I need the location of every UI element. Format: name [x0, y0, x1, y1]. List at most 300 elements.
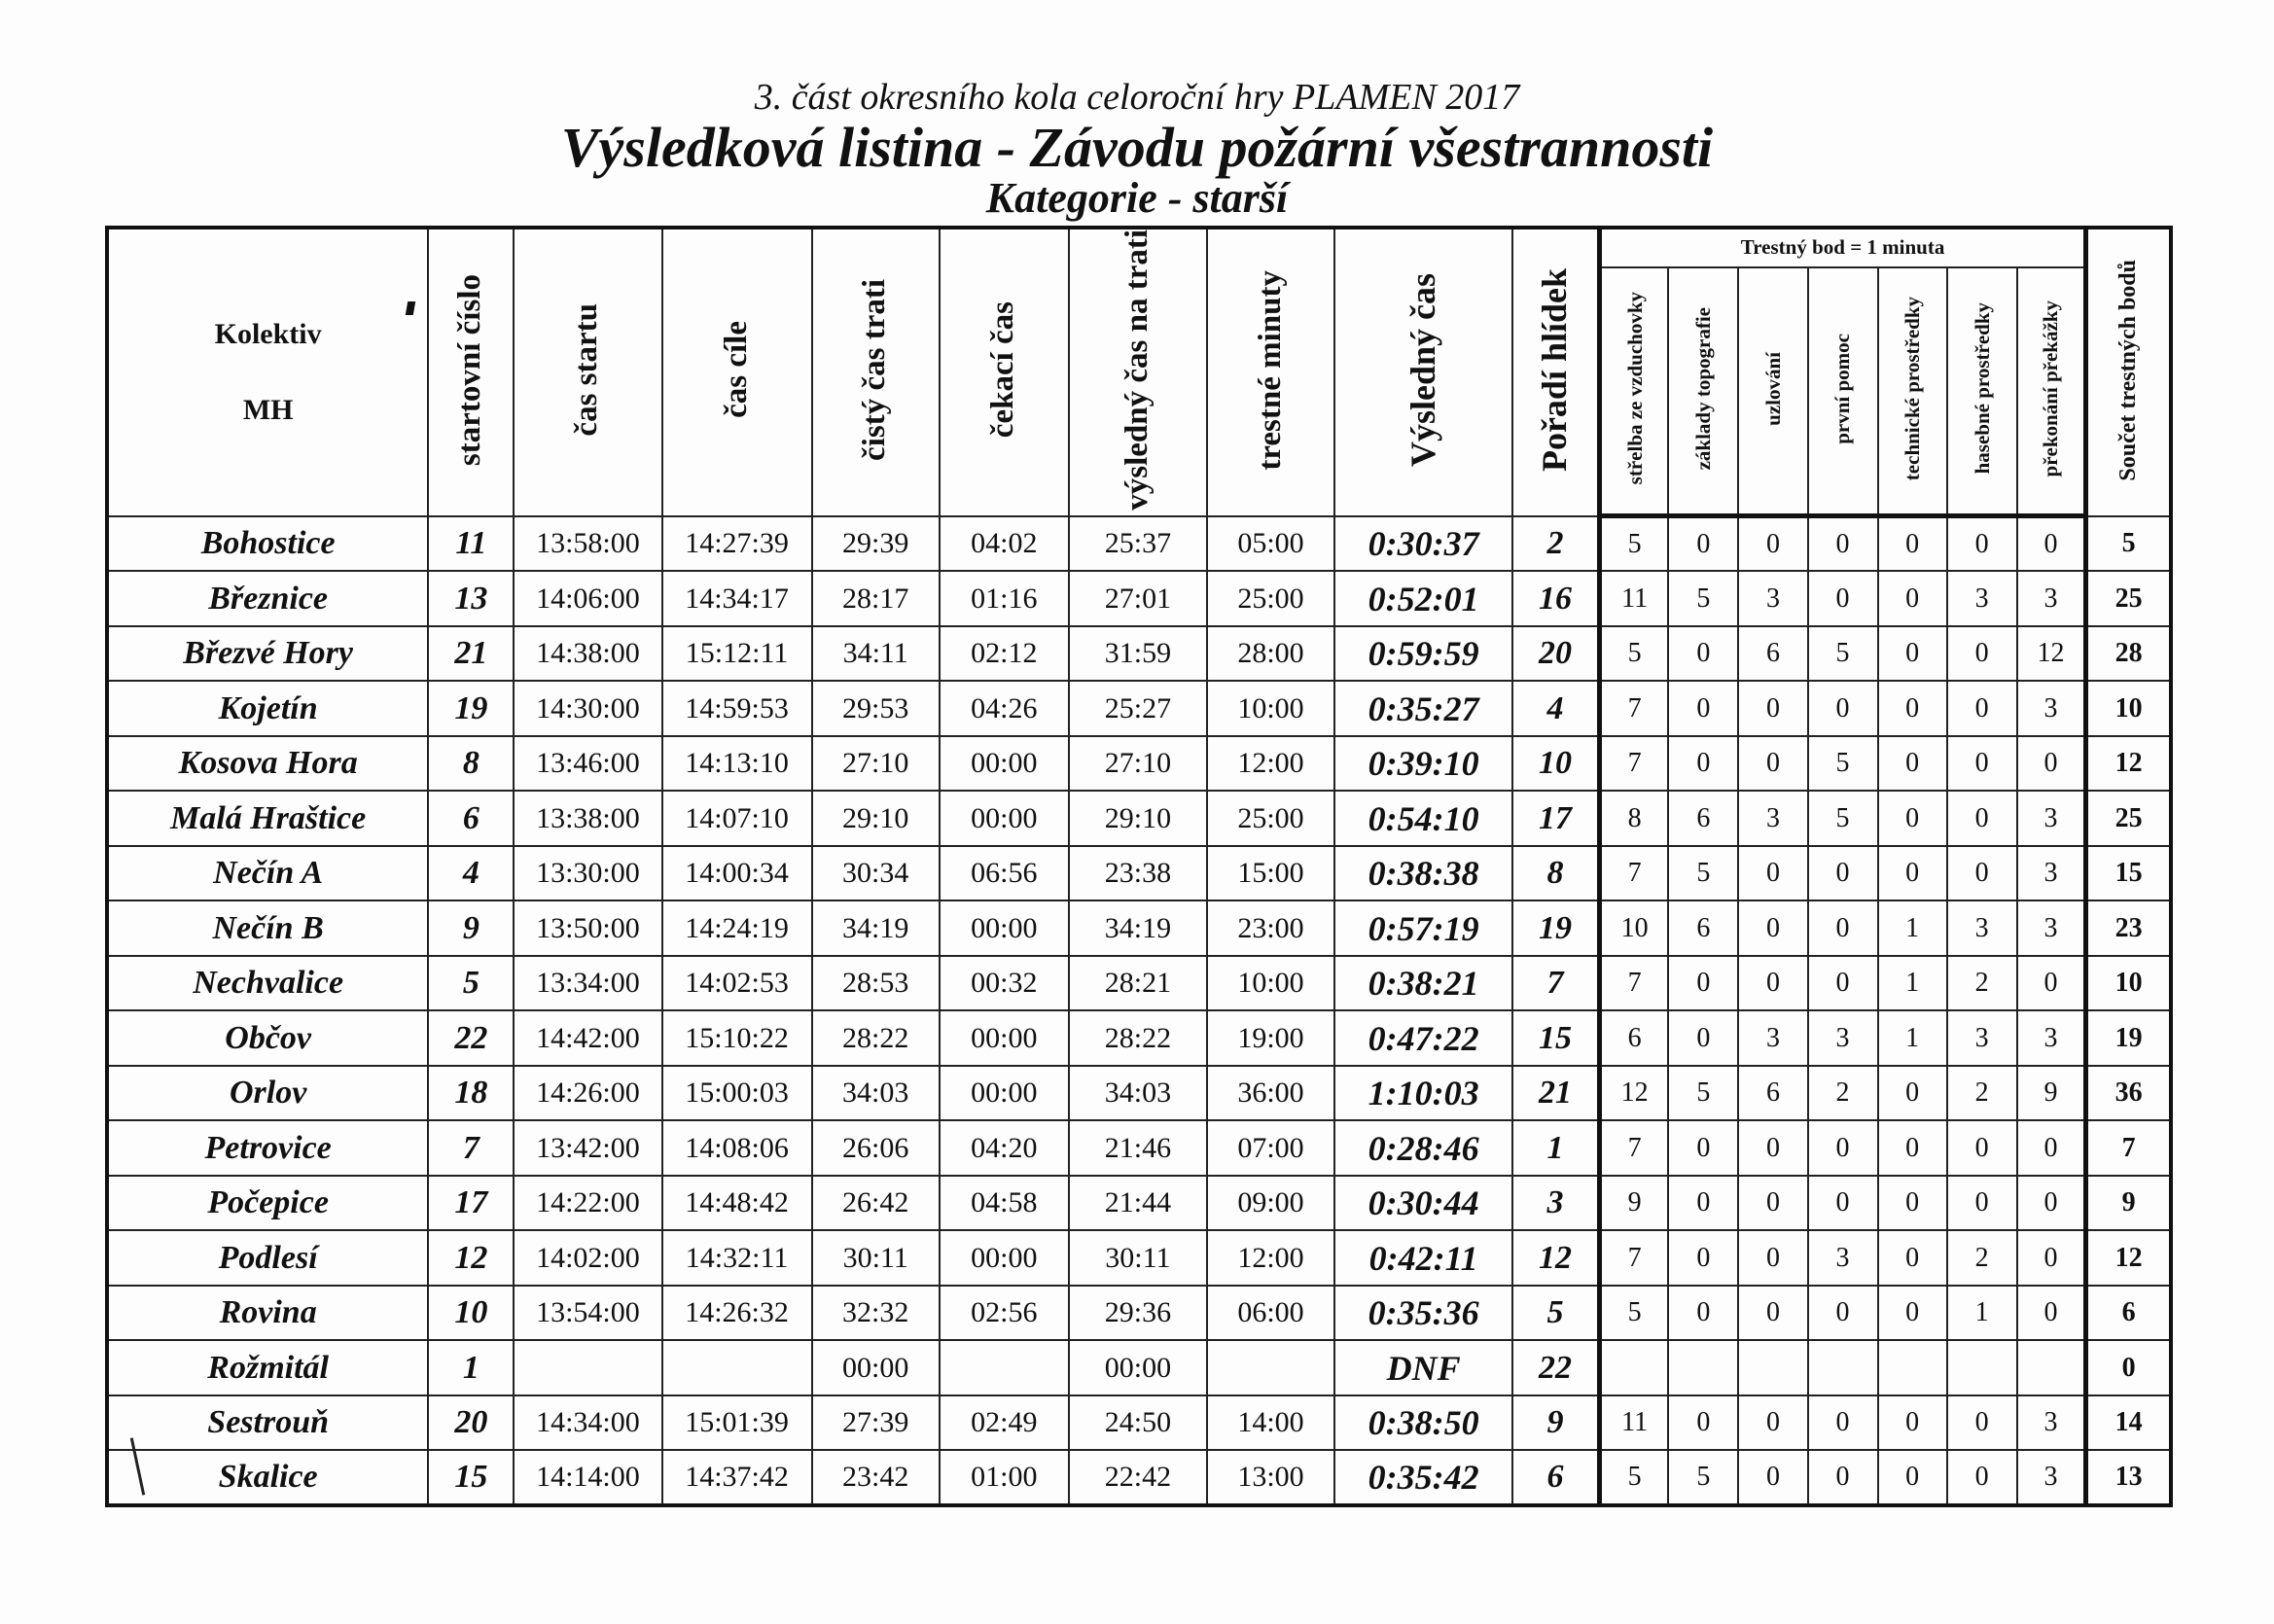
- wait-time: 02:56: [940, 1286, 1069, 1341]
- penalty-minutes: 19:00: [1207, 1010, 1334, 1066]
- penalty-sum: 12: [2086, 1230, 2171, 1286]
- penalty-minutes: 12:00: [1207, 1230, 1334, 1286]
- penalty-points: [1808, 1340, 1878, 1395]
- table-row: [107, 900, 2171, 956]
- penalty-sum: 25: [2086, 571, 2171, 626]
- startovni-cislo-header: startovní číslo: [428, 228, 514, 516]
- finish-time: 15:10:22: [662, 1010, 812, 1066]
- table-row: [107, 956, 2171, 1011]
- penalty-points: 3: [2017, 900, 2086, 956]
- team-name: Nečín B: [107, 900, 428, 956]
- strelba-header: střelba ze vzduchovky: [1599, 267, 1668, 516]
- track-time: 30:11: [1069, 1230, 1207, 1286]
- wait-time: 04:20: [940, 1120, 1069, 1176]
- start-time: 14:30:00: [514, 681, 661, 736]
- start-number: 1: [428, 1340, 514, 1395]
- finish-time: 14:13:10: [662, 736, 812, 792]
- penalty-points: 0: [2017, 1120, 2086, 1176]
- penalty-points: 3: [2017, 571, 2086, 626]
- team-name: Petrovice: [107, 1120, 428, 1176]
- penalty-points: 3: [2017, 791, 2086, 846]
- rank: 2: [1512, 516, 1599, 572]
- penalty-minutes: 36:00: [1207, 1066, 1334, 1121]
- table-row: [107, 1286, 2171, 1341]
- penalty-points: 0: [1738, 1176, 1807, 1231]
- penalty-points: 0: [2017, 516, 2086, 572]
- penalty-points: 0: [1878, 1120, 1947, 1176]
- table-row: [107, 846, 2171, 901]
- penalty-points: 12: [1599, 1066, 1668, 1121]
- wait-time: [940, 1340, 1069, 1395]
- rank: 16: [1512, 571, 1599, 626]
- hasebne-prostredky-header: hasebné prostředky: [1947, 267, 2017, 516]
- penalty-points: 5: [1599, 626, 1668, 682]
- document-subtitle: 3. část okresního kola celoroční hry PLAMEN 2017: [754, 77, 1520, 118]
- clean-time: 34:11: [812, 626, 940, 682]
- penalty-points: 7: [1599, 956, 1668, 1011]
- penalty-points: 3: [2017, 681, 2086, 736]
- rank: 7: [1512, 956, 1599, 1011]
- wait-time: 04:26: [940, 681, 1069, 736]
- topografie-header: základy topografie: [1668, 267, 1738, 516]
- result-time: 0:38:38: [1334, 846, 1512, 901]
- start-number: 4: [428, 846, 514, 901]
- team-name: Rožmitál: [107, 1340, 428, 1395]
- start-time: 13:58:00: [514, 516, 661, 572]
- start-time: 14:22:00: [514, 1176, 661, 1231]
- penalty-points: [1878, 1340, 1947, 1395]
- finish-time: 14:27:39: [662, 516, 812, 572]
- penalty-minutes: [1207, 1340, 1334, 1395]
- clean-time: 30:11: [812, 1230, 940, 1286]
- penalty-sum: 9: [2086, 1176, 2171, 1231]
- result-time: 0:35:36: [1334, 1286, 1512, 1341]
- table-row: [107, 1066, 2171, 1121]
- penalty-points: [1668, 1340, 1738, 1395]
- finish-time: 14:02:53: [662, 956, 812, 1011]
- start-number: 19: [428, 681, 514, 736]
- penalty-points: 0: [1878, 846, 1947, 901]
- table-row: [107, 1450, 2171, 1505]
- result-time: 0:52:01: [1334, 571, 1512, 626]
- start-number: 5: [428, 956, 514, 1011]
- penalty-minutes: 23:00: [1207, 900, 1334, 956]
- penalty-points: 3: [1947, 900, 2017, 956]
- penalty-points: 0: [1668, 681, 1738, 736]
- penalty-points: [2017, 1340, 2086, 1395]
- team-name: Občov: [107, 1010, 428, 1066]
- penalty-sum: 28: [2086, 626, 2171, 682]
- track-time: 34:03: [1069, 1066, 1207, 1121]
- table-row: [107, 1120, 2171, 1176]
- start-number: 13: [428, 571, 514, 626]
- penalty-points: 5: [1599, 516, 1668, 572]
- penalty-points: 1: [1947, 1286, 2017, 1341]
- penalty-sum: 7: [2086, 1120, 2171, 1176]
- result-time: 0:38:50: [1334, 1395, 1512, 1451]
- finish-time: 14:48:42: [662, 1176, 812, 1231]
- rank: 8: [1512, 846, 1599, 901]
- table-row: [107, 681, 2171, 736]
- penalty-minutes: 09:00: [1207, 1176, 1334, 1231]
- penalty-points: 3: [1808, 1010, 1878, 1066]
- team-name: Březnice: [107, 571, 428, 626]
- penalty-points: 1: [1878, 1010, 1947, 1066]
- team-name: Počepice: [107, 1176, 428, 1231]
- penalty-points: 0: [2017, 1286, 2086, 1341]
- penalty-points: 0: [1878, 791, 1947, 846]
- table-row: [107, 516, 2171, 572]
- penalty-points: 0: [1668, 516, 1738, 572]
- penalty-minutes: 14:00: [1207, 1395, 1334, 1451]
- penalty-points: 0: [1808, 1450, 1878, 1505]
- penalty-sum: 12: [2086, 736, 2171, 792]
- penalty-points: 5: [1599, 1450, 1668, 1505]
- rank: 9: [1512, 1395, 1599, 1451]
- penalty-points: 0: [1947, 1176, 2017, 1231]
- wait-time: 02:12: [940, 626, 1069, 682]
- track-time: 21:44: [1069, 1176, 1207, 1231]
- penalty-points: 6: [1738, 1066, 1807, 1121]
- result-time: 0:28:46: [1334, 1120, 1512, 1176]
- penalty-points: 0: [1738, 1450, 1807, 1505]
- result-time: 0:35:27: [1334, 681, 1512, 736]
- wait-time: 04:58: [940, 1176, 1069, 1231]
- penalty-points: 3: [1738, 791, 1807, 846]
- penalty-points: 0: [2017, 736, 2086, 792]
- start-number: 6: [428, 791, 514, 846]
- team-name: Nečín A: [107, 846, 428, 901]
- wait-time: 00:00: [940, 1010, 1069, 1066]
- penalty-points: 0: [1738, 681, 1807, 736]
- penalty-points: 0: [1808, 846, 1878, 901]
- penalty-minutes: 13:00: [1207, 1450, 1334, 1505]
- vysledny-cas-trati-header: výsledný čas na trati: [1069, 228, 1207, 516]
- clean-time: 26:42: [812, 1176, 940, 1231]
- penalty-sum: 15: [2086, 846, 2171, 901]
- table-row: [107, 1010, 2171, 1066]
- result-time: 0:38:21: [1334, 956, 1512, 1011]
- wait-time: 02:49: [940, 1395, 1069, 1451]
- wait-time: 00:32: [940, 956, 1069, 1011]
- penalty-minutes: 10:00: [1207, 956, 1334, 1011]
- penalty-points: 0: [1947, 846, 2017, 901]
- start-time: 14:26:00: [514, 1066, 661, 1121]
- penalty-points: 0: [1947, 1120, 2017, 1176]
- penalty-minutes: 06:00: [1207, 1286, 1334, 1341]
- penalty-points: 0: [1668, 1120, 1738, 1176]
- finish-time: 14:24:19: [662, 900, 812, 956]
- penalty-minutes: 05:00: [1207, 516, 1334, 572]
- penalty-points: 0: [1738, 736, 1807, 792]
- team-name: Nechvalice: [107, 956, 428, 1011]
- clean-time: 29:39: [812, 516, 940, 572]
- clean-time: 28:53: [812, 956, 940, 1011]
- penalty-points: 3: [1947, 571, 2017, 626]
- rank: 21: [1512, 1066, 1599, 1121]
- penalty-points: [1738, 1340, 1807, 1395]
- table-row: [107, 736, 2171, 792]
- cas-startu-header: čas startu: [514, 228, 661, 516]
- result-time: 1:10:03: [1334, 1066, 1512, 1121]
- finish-time: 14:37:42: [662, 1450, 812, 1505]
- penalty-points: 0: [1808, 1120, 1878, 1176]
- clean-time: 34:19: [812, 900, 940, 956]
- penalty-points: 0: [1947, 626, 2017, 682]
- penalty-points: 9: [2017, 1066, 2086, 1121]
- penalty-sum: 0: [2086, 1340, 2171, 1395]
- team-name: Bohostice: [107, 516, 428, 572]
- result-time: 0:54:10: [1334, 791, 1512, 846]
- start-time: 14:34:00: [514, 1395, 661, 1451]
- track-time: 28:21: [1069, 956, 1207, 1011]
- wait-time: 01:16: [940, 571, 1069, 626]
- table-row: [107, 1395, 2171, 1451]
- penalty-points: 5: [1668, 571, 1738, 626]
- penalty-points: 0: [1808, 956, 1878, 1011]
- soucet-header: Součet trestných bodů: [2086, 228, 2171, 516]
- start-time: [514, 1340, 661, 1395]
- track-time: 29:10: [1069, 791, 1207, 846]
- penalty-points: 6: [1668, 900, 1738, 956]
- penalty-points: 0: [1668, 1176, 1738, 1231]
- clean-time: 29:53: [812, 681, 940, 736]
- rank: 17: [1512, 791, 1599, 846]
- penalty-sum: 13: [2086, 1450, 2171, 1505]
- result-time: 0:30:37: [1334, 516, 1512, 572]
- finish-time: 15:00:03: [662, 1066, 812, 1121]
- finish-time: 14:32:11: [662, 1230, 812, 1286]
- clean-time: 30:34: [812, 846, 940, 901]
- start-time: 14:42:00: [514, 1010, 661, 1066]
- penalty-points: 0: [1808, 516, 1878, 572]
- penalty-points: 0: [1668, 1010, 1738, 1066]
- finish-time: 15:12:11: [662, 626, 812, 682]
- penalty-points: 0: [1668, 626, 1738, 682]
- team-name: Kosova Hora: [107, 736, 428, 792]
- penalty-points: 6: [1668, 791, 1738, 846]
- penalty-sum: 6: [2086, 1286, 2171, 1341]
- penalty-points: 0: [1808, 1176, 1878, 1231]
- penalty-points: 0: [2017, 956, 2086, 1011]
- penalty-sum: 5: [2086, 516, 2171, 572]
- start-number: 9: [428, 900, 514, 956]
- result-time: 0:47:22: [1334, 1010, 1512, 1066]
- penalty-points: 3: [2017, 846, 2086, 901]
- penalty-points: 7: [1599, 736, 1668, 792]
- penalty-sum: 14: [2086, 1395, 2171, 1451]
- penalty-points: 0: [1878, 516, 1947, 572]
- penalty-points: 3: [2017, 1395, 2086, 1451]
- start-time: 13:50:00: [514, 900, 661, 956]
- rank: 19: [1512, 900, 1599, 956]
- rank: 22: [1512, 1340, 1599, 1395]
- rank: 20: [1512, 626, 1599, 682]
- penalty-points: 11: [1599, 571, 1668, 626]
- penalty-points: 0: [1808, 1286, 1878, 1341]
- track-time: 23:38: [1069, 846, 1207, 901]
- start-number: 20: [428, 1395, 514, 1451]
- cas-cile-header: čas cíle: [662, 228, 812, 516]
- clean-time: 23:42: [812, 1450, 940, 1505]
- result-time: 0:42:11: [1334, 1230, 1512, 1286]
- wait-time: 00:00: [940, 791, 1069, 846]
- penalty-points: 0: [1738, 1230, 1807, 1286]
- result-time: 0:30:44: [1334, 1176, 1512, 1231]
- wait-time: 06:56: [940, 846, 1069, 901]
- penalty-points: 0: [1808, 900, 1878, 956]
- penalty-points: 3: [1738, 1010, 1807, 1066]
- penalty-points: 0: [1738, 900, 1807, 956]
- cekaci-cas-header: čekací čas: [940, 228, 1069, 516]
- penalty-points: 10: [1599, 900, 1668, 956]
- start-number: 11: [428, 516, 514, 572]
- trestne-minuty-header: trestné minuty: [1207, 228, 1334, 516]
- team-name: Podlesí: [107, 1230, 428, 1286]
- penalty-points: [1599, 1340, 1668, 1395]
- team-name: Malá Hraštice: [107, 791, 428, 846]
- team-name: Březvé Hory: [107, 626, 428, 682]
- start-number: 12: [428, 1230, 514, 1286]
- penalty-points: 3: [2017, 1010, 2086, 1066]
- rank: 4: [1512, 681, 1599, 736]
- track-time: 31:59: [1069, 626, 1207, 682]
- table-row: [107, 1230, 2171, 1286]
- penalty-points: 0: [1668, 1286, 1738, 1341]
- start-number: 17: [428, 1176, 514, 1231]
- result-time: 0:39:10: [1334, 736, 1512, 792]
- start-time: 13:34:00: [514, 956, 661, 1011]
- uzlovani-header: uzlování: [1738, 267, 1807, 516]
- start-time: 13:42:00: [514, 1120, 661, 1176]
- penalty-minutes: 28:00: [1207, 626, 1334, 682]
- penalty-points: 6: [1738, 626, 1807, 682]
- wait-time: 04:02: [940, 516, 1069, 572]
- start-number: 8: [428, 736, 514, 792]
- penalty-points: 0: [2017, 1230, 2086, 1286]
- penalty-minutes: 07:00: [1207, 1120, 1334, 1176]
- penalty-sum: 19: [2086, 1010, 2171, 1066]
- rank: 5: [1512, 1286, 1599, 1341]
- penalty-points: 2: [1947, 1230, 2017, 1286]
- track-time: 25:27: [1069, 681, 1207, 736]
- team-name: Kojetín: [107, 681, 428, 736]
- results-table: [105, 226, 2173, 1507]
- start-number: 15: [428, 1450, 514, 1505]
- penalty-points: 0: [1878, 1450, 1947, 1505]
- penalty-sum: 10: [2086, 956, 2171, 1011]
- penalty-points: 0: [1878, 1176, 1947, 1231]
- rank: 6: [1512, 1450, 1599, 1505]
- penalty-points: 0: [1947, 516, 2017, 572]
- clean-time: 28:22: [812, 1010, 940, 1066]
- start-time: 13:30:00: [514, 846, 661, 901]
- penalty-points: 0: [1738, 516, 1807, 572]
- penalty-points: 9: [1599, 1176, 1668, 1231]
- penalty-points: 7: [1599, 1230, 1668, 1286]
- penalty-points: 3: [1947, 1010, 2017, 1066]
- penalty-points: 0: [1878, 681, 1947, 736]
- team-name: Sestrouň: [107, 1395, 428, 1451]
- start-number: 18: [428, 1066, 514, 1121]
- penalty-points: 0: [1878, 1066, 1947, 1121]
- penalty-points: 0: [1808, 1395, 1878, 1451]
- penalty-points: 0: [1668, 1395, 1738, 1451]
- wait-time: 01:00: [940, 1450, 1069, 1505]
- start-number: 7: [428, 1120, 514, 1176]
- table-row: [107, 571, 2171, 626]
- clean-time: 26:06: [812, 1120, 940, 1176]
- penalty-points: 0: [1947, 681, 2017, 736]
- table-row: [107, 791, 2171, 846]
- penalty-minutes: 15:00: [1207, 846, 1334, 901]
- clean-time: 27:10: [812, 736, 940, 792]
- start-time: 13:38:00: [514, 791, 661, 846]
- penalty-points: 0: [1947, 1450, 2017, 1505]
- start-number: 22: [428, 1010, 514, 1066]
- penalty-points: 0: [1668, 1230, 1738, 1286]
- penalty-points: 0: [1878, 571, 1947, 626]
- result-time: DNF: [1334, 1340, 1512, 1395]
- clean-time: 00:00: [812, 1340, 940, 1395]
- table-row: [107, 1176, 2171, 1231]
- table-row: [107, 1340, 2171, 1395]
- start-time: 13:46:00: [514, 736, 661, 792]
- track-time: 21:46: [1069, 1120, 1207, 1176]
- track-time: 00:00: [1069, 1340, 1207, 1395]
- penalty-points: 12: [2017, 626, 2086, 682]
- finish-time: 14:08:06: [662, 1120, 812, 1176]
- penalty-points: 0: [1878, 1230, 1947, 1286]
- penalty-sum: 25: [2086, 791, 2171, 846]
- penalty-points: 7: [1599, 1120, 1668, 1176]
- category-heading: Kategorie - starší: [985, 174, 1289, 222]
- rank: 15: [1512, 1010, 1599, 1066]
- penalty-points: 0: [1878, 626, 1947, 682]
- table-row: [107, 626, 2171, 682]
- penalty-minutes: 10:00: [1207, 681, 1334, 736]
- start-number: 10: [428, 1286, 514, 1341]
- prekonani-prekazky-header: překonání překážky: [2017, 267, 2086, 516]
- penalty-minutes: 25:00: [1207, 571, 1334, 626]
- track-time: 28:22: [1069, 1010, 1207, 1066]
- rank: 10: [1512, 736, 1599, 792]
- penalty-points: 5: [1808, 626, 1878, 682]
- clean-time: 32:32: [812, 1286, 940, 1341]
- penalty-points: 6: [1599, 1010, 1668, 1066]
- finish-time: [662, 1340, 812, 1395]
- penalty-points: 0: [1878, 736, 1947, 792]
- penalty-points: 0: [1738, 846, 1807, 901]
- penalty-points: 0: [1808, 571, 1878, 626]
- penalty-points: 1: [1878, 900, 1947, 956]
- penalty-points: 5: [1599, 1286, 1668, 1341]
- penalty-points: 5: [1808, 791, 1878, 846]
- start-time: 14:14:00: [514, 1450, 661, 1505]
- penalty-points: [1947, 1340, 2017, 1395]
- start-time: 14:02:00: [514, 1230, 661, 1286]
- penalty-points: 0: [1738, 1120, 1807, 1176]
- result-time: 0:59:59: [1334, 626, 1512, 682]
- penalty-points: 2: [1808, 1066, 1878, 1121]
- penalty-points: 0: [1668, 736, 1738, 792]
- penalty-points: 11: [1599, 1395, 1668, 1451]
- penalty-sum: 23: [2086, 900, 2171, 956]
- penalty-points: 5: [1668, 846, 1738, 901]
- kolektiv-label: Kolektiv: [214, 317, 322, 350]
- penalty-points: 5: [1668, 1066, 1738, 1121]
- clean-time: 29:10: [812, 791, 940, 846]
